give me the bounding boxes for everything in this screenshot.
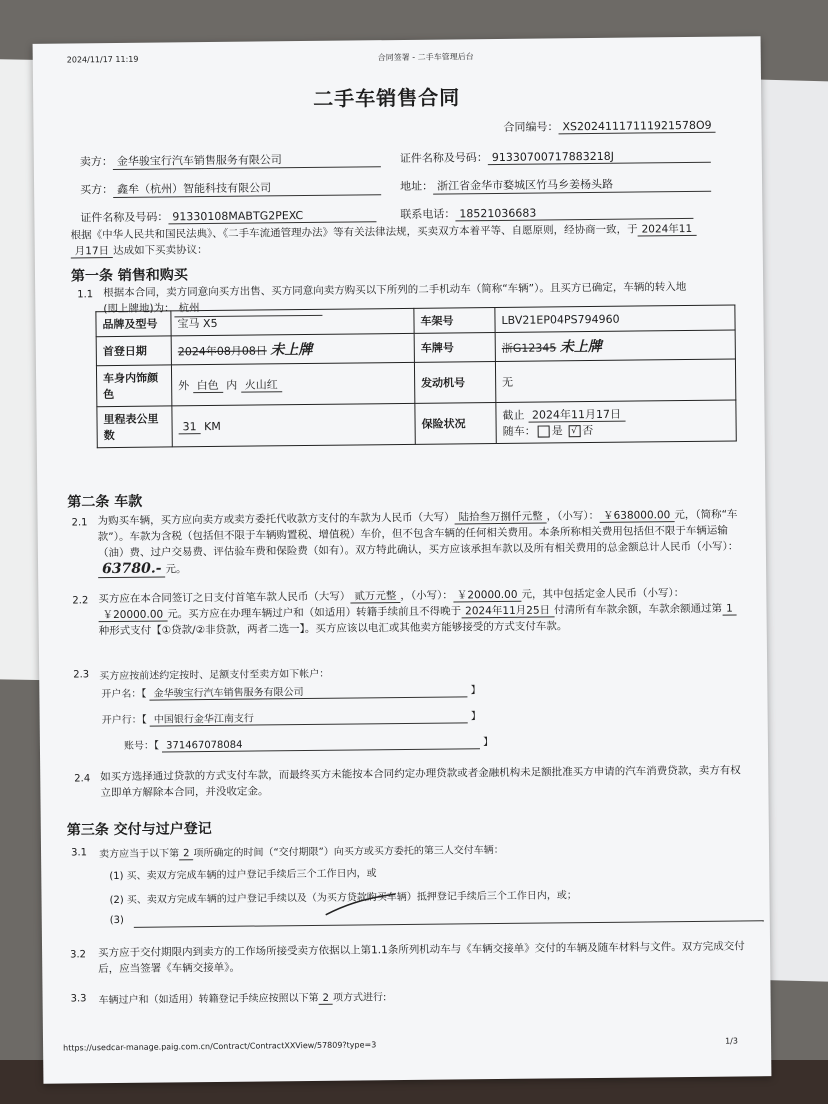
clause-2-1 (97, 506, 743, 578)
reg-date-cell (171, 333, 414, 365)
payment-way: 1 (722, 602, 737, 615)
clause-2-4-text: 如买方选择通过贷款的方式支付车款，而最终买方未能按本合同约定办理贷款或者金融机构未足额批准买方申请的汽车消费贷款，卖方有权立即单方解除本合同，并没收定金。 (100, 764, 741, 800)
vehicle-table (95, 304, 736, 448)
deposit-value: ￥20000.00 (98, 608, 167, 622)
clause-2-2 (98, 584, 743, 639)
contract-title: 二手车销售合同 (313, 85, 461, 111)
contract-number (503, 117, 715, 135)
handwritten-mark (321, 888, 401, 919)
footer-page-number: 1/3 (725, 1036, 738, 1046)
clause-3-3-number: 3.3 (70, 993, 87, 1005)
mileage-cell (172, 403, 415, 447)
clause-2-1-text-c: 元。 (165, 563, 187, 576)
insurance-until-value: 2024年11月17日 (528, 408, 625, 423)
reg-date-label: 首登日期 (96, 336, 171, 366)
account-number-label: 账号： (123, 740, 154, 752)
checkbox-no[interactable]: √ (568, 425, 580, 437)
clause-1-1-text: 根据本合同，卖方同意向买方出售、买方同意向卖方购买以下所列的二手机动车（简称“车辆”）。且买方已确定，车辆的转入地 (103, 281, 687, 300)
delivery-option-3: (3) (109, 914, 124, 927)
bank-label: 开户行： (101, 714, 142, 727)
mileage-unit: KM (204, 419, 221, 433)
reg-date-handwriting: 未上牌 (270, 341, 313, 359)
insurance-with-label: 随车： (502, 424, 536, 438)
clause-2-1-number: 2.1 (71, 517, 88, 529)
plate-cell (495, 330, 735, 362)
payment-deadline: 2024年11月25日 (461, 604, 554, 618)
vin-label: 车架号 (414, 308, 495, 334)
buyer-row (80, 178, 381, 198)
color-outer-label: 外 (178, 379, 190, 393)
clause-2-2-text-e: 种形式支付【①贷款/②非贷款，两者二选一】。买方应该以电汇或其他卖方能够接受的方式支付车款。 (98, 620, 568, 638)
checkbox-yes-label: 是 (551, 424, 563, 438)
seller-id-value: 91330700717883218J (488, 149, 711, 165)
print-page-title: 合同签署 - 二手车管理后台 (377, 52, 474, 63)
clause-3-1-number: 3.1 (70, 847, 88, 859)
option-3-blank-line (134, 920, 764, 928)
footer-url: https://usedcar-manage.paig.com.cn/Contract/ContractXXView/57809?type=3 (63, 1040, 377, 1053)
clause-2-3-text: 买方应按前述约定按时、足额支付至卖方如下帐户： (99, 668, 330, 683)
preamble-date-2: 月17日 (71, 245, 114, 258)
buyer-label: 买方： (80, 183, 114, 197)
clause-1-1-text2: (即上牌地)为： (103, 302, 175, 316)
contract-page (33, 36, 772, 1084)
address-row (400, 175, 711, 195)
reg-date-value: 2024年08月08日 (177, 344, 267, 359)
buyer-value: 鑫牟（杭州）智能科技有限公司 (113, 178, 381, 198)
clause-2-2-number: 2.2 (72, 595, 89, 607)
buyer-id-row (80, 206, 376, 225)
clause-2-1-text-b: 元，（简称“车款”）。车款为含税（包括但不限于车辆购置税、增值税）车价，但不包含车辆的任何相关费用。本条所称相关费用包括但不限于车辆运输（油）费、过户交易费、评估验车费和保险费（如有）。双方特此确认，买方应该承担车款以及所有相关费用的总金额总计人民币（小写）： (97, 508, 739, 560)
plate-value: 浙G12345 (501, 341, 557, 355)
engine-value: 无 (495, 359, 735, 403)
price-small-label: ，（小写）： (546, 509, 600, 523)
clause-3-2-text: 买方应于交付期限内到卖方的工作场所接受卖方依据以上第1.1条所列机动车与《车辆交接单》交付的车辆及随车材料与文件。双方完成交付后，应当签署《车辆交接单》。 (98, 940, 745, 976)
phone-label: 联系电话： (400, 207, 456, 221)
checkbox-yes[interactable] (538, 425, 550, 437)
clause-2-4-number: 2.4 (74, 773, 91, 785)
clause-3-3-text-b: 项方式进行: (332, 992, 387, 1004)
plate-label: 车牌号 (414, 333, 495, 363)
mileage-value: 31 (179, 420, 201, 434)
account-name-value: 金华骏宝行汽车销售服务有限公司 (149, 681, 467, 700)
clause-2-1-text-a: 为购买车辆，买方应向卖方或卖方委托代收款方支付的车款为人民币（大写） (97, 511, 455, 528)
seller-id-row (400, 147, 711, 166)
delivery-option-1: (1) 买、卖双方完成车辆的过户登记手续后三个工作日内，或 (109, 868, 377, 883)
print-datetime: 2024/11/17 11:19 (66, 54, 139, 65)
preamble-tail: 达成如下买卖协议： (113, 244, 208, 258)
price-small: ￥638000.00 (599, 509, 674, 523)
clause-2-2-text-c: 元。买方应在办理车辆过户和（如适用）转籍手续前且不得晚于 (167, 605, 462, 621)
account-name-label: 开户名： (101, 688, 142, 701)
first-payment-upper: 贰万元整 (350, 590, 400, 604)
seller-value: 金华骏宝行汽车销售服务有限公司 (113, 150, 381, 170)
clause-3-1 (99, 841, 504, 860)
vin-value: LBV21EP04PS794960 (495, 305, 735, 333)
color-inner-label: 内 (226, 378, 238, 392)
insurance-until-label: 截止 (502, 408, 525, 422)
phone-row (400, 203, 693, 222)
clause-3-3 (98, 988, 386, 1006)
contract-number-value: XS20241117111921578O9 (558, 119, 715, 135)
preamble-text: 根据《中华人民共和国民法典》、《二手车流通管理办法》等有关法律法规，买卖双方本着平等、自愿原则，经协商一致，于 (70, 223, 638, 242)
engine-label: 发动机号 (414, 362, 495, 404)
article-1-heading: 第一条 销售和购买 (70, 267, 188, 285)
buyer-id-value: 91330108MABTG2PEXC (168, 208, 376, 224)
transfer-city: 杭州 (174, 299, 322, 318)
delivery-option: 2 (179, 848, 193, 860)
brand-label: 品牌及型号 (96, 311, 171, 337)
total-handwriting: 63780.- (98, 560, 166, 578)
first-payment-small: ￥20000.00 (453, 589, 522, 603)
color-outer-value: 白色 (193, 379, 223, 393)
clause-3-1-text-b: 项所确定的时间（“交付期限”）向买方或买方委托的第三人交付车辆： (193, 844, 504, 860)
insurance-label: 保险状况 (415, 403, 496, 445)
plate-handwriting: 未上牌 (559, 338, 602, 356)
clause-2-2-text-d: 付清所有车款余额，车款余额通过第 (554, 602, 723, 617)
clause-2-2-text-b: 元，其中包括定金人民币（小写）： (521, 587, 685, 601)
article-3-heading: 第三条 交付与过户登记 (66, 821, 212, 839)
color-inner-value: 火山红 (241, 378, 282, 392)
price-upper: 陆拾叁万捌仟元整 (454, 510, 546, 524)
checkbox-no-label: 否 (582, 423, 594, 438)
article-2-heading: 第二条 车款 (67, 493, 143, 511)
bank-value: 中国银行金华江南支行 (150, 707, 468, 726)
clause-1-1-number: 1.1 (77, 289, 94, 301)
account-number-row: 账号：【 371467078084 】 (123, 737, 494, 752)
preamble (70, 221, 730, 260)
buyer-id-label: 证件名称及号码： (80, 210, 169, 225)
phone-value: 18521036683 (455, 205, 693, 221)
seller-row (80, 150, 381, 170)
clause-3-2-number: 3.2 (70, 949, 87, 961)
first-payment-small-label: ，（小写）： (400, 589, 453, 603)
preamble-date-1: 2024年11 (637, 223, 696, 237)
address-value: 浙江省金华市婺城区竹马乡姜杨头路 (433, 175, 711, 195)
bank-row: 开户行：【 中国银行金华江南支行 】 (102, 707, 482, 727)
seller-id-label: 证件名称及号码： (399, 151, 488, 166)
brand-value: 宝马 X5 (171, 308, 414, 336)
mileage-label: 里程表公里数 (97, 406, 172, 448)
clause-3-1-text-a: 卖方应当于以下第 (99, 848, 180, 861)
table-row (96, 359, 735, 407)
clause-2-2-text-a: 买方应在本合同签订之日支付首笔车款人民币（大写） (98, 590, 351, 606)
delivery-option-2: (2) 买、卖双方完成车辆的过户登记手续以及（为买方贷款购买车辆）抵押登记手续后三个工作日内，或； (109, 890, 577, 907)
color-cell (171, 362, 414, 406)
contract-number-label: 合同编号： (503, 120, 559, 134)
insurance-cell (496, 400, 736, 444)
clause-3-3-text-a: 车辆过户和（如适用）转籍登记手续应按照以下第 (98, 992, 319, 1007)
transfer-option: 2 (319, 993, 333, 1005)
table-row (97, 400, 736, 448)
account-number-value: 371467078084 (162, 737, 480, 752)
address-label: 地址： (400, 179, 434, 193)
clause-2-3-number: 2.3 (73, 669, 90, 681)
color-label: 车身内饰颜色 (96, 365, 171, 407)
account-name-row: 开户名：【 金华骏宝行汽车销售服务有限公司 】 (101, 681, 481, 701)
seller-label: 卖方： (79, 155, 113, 169)
